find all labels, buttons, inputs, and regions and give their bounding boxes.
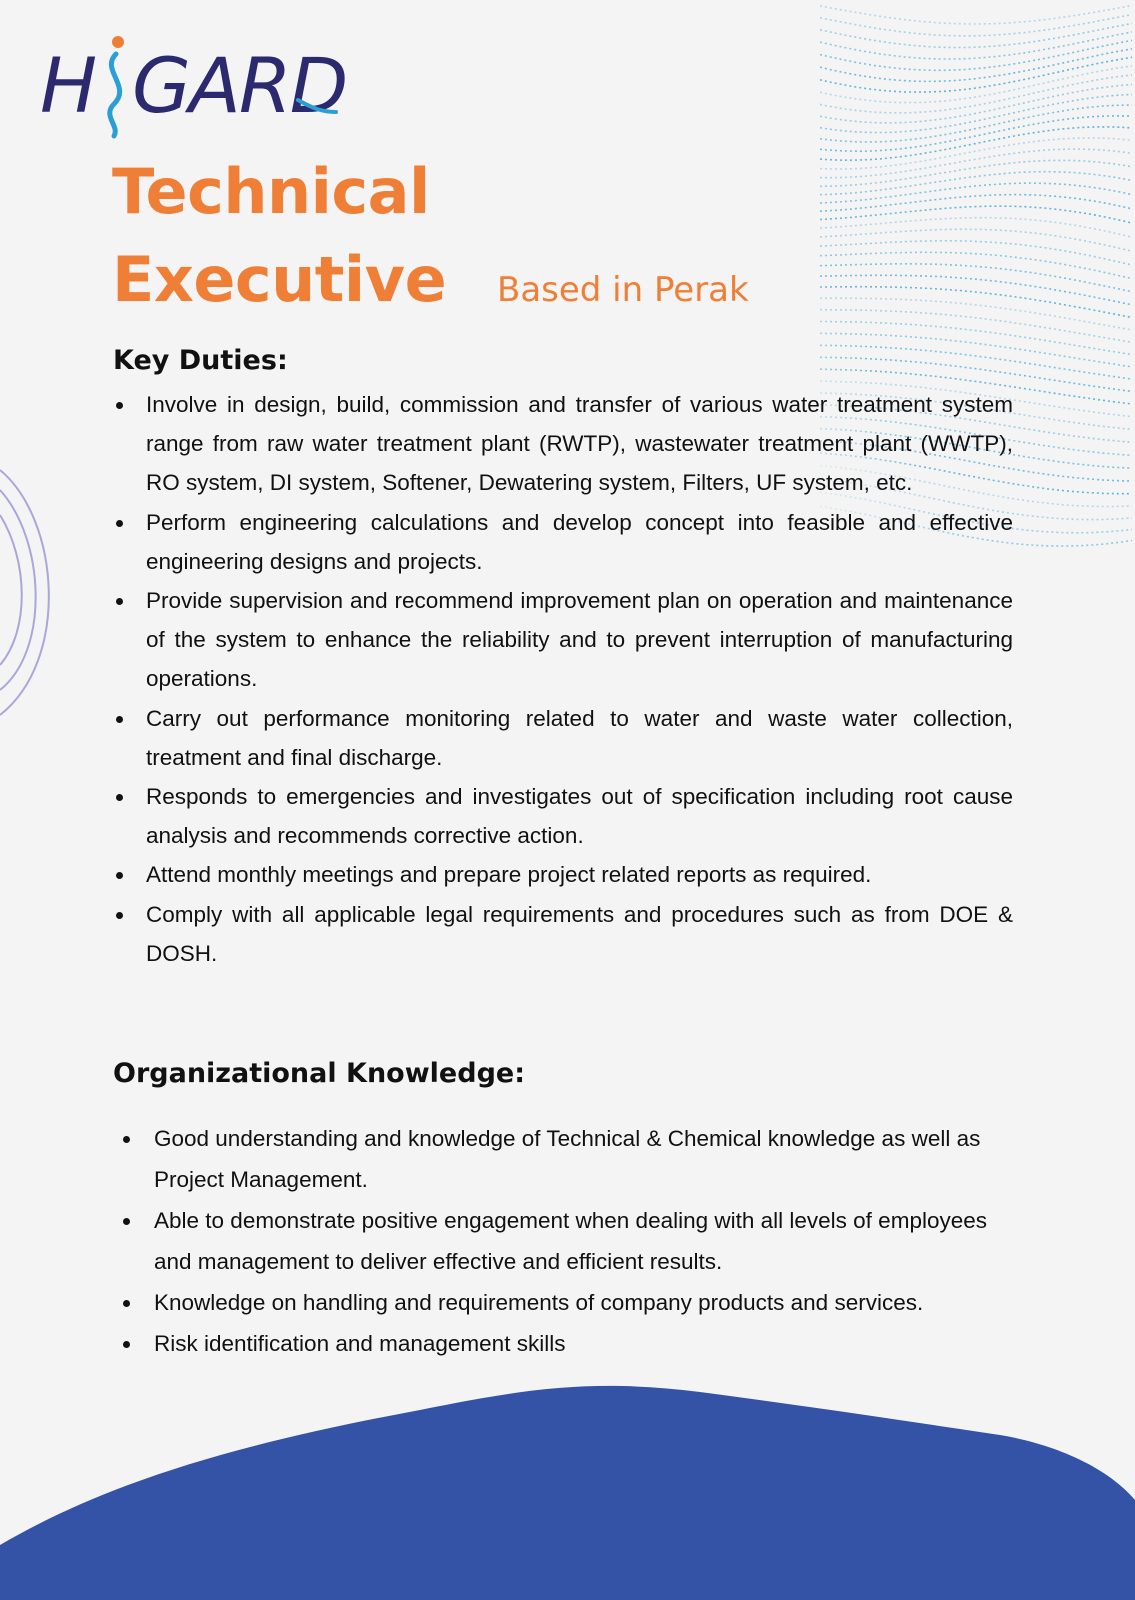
list-item-text: Able to demonstrate positive engagement when dealing with all levels of employees and management to deliver effective and efficient results. [154, 1208, 987, 1274]
svg-text:GARD: GARD [132, 41, 347, 130]
dotted-line [820, 322, 1132, 355]
dotted-line [820, 66, 1132, 103]
list-item [120, 1200, 1020, 1282]
bullet-icon [123, 1341, 130, 1348]
job-location: Based in Perak [497, 270, 749, 310]
list-item [113, 699, 1013, 777]
dotted-line [820, 49, 1132, 82]
list-item [113, 503, 1013, 581]
list-item [113, 777, 1013, 855]
bottom-wave-decoration [0, 1380, 1135, 1600]
dotted-line [820, 23, 1132, 47]
dotted-line [820, 127, 1132, 160]
bullet-icon [116, 794, 123, 801]
dotted-line [820, 57, 1132, 92]
svg-text:H: H [40, 41, 96, 130]
bullet-icon [116, 872, 123, 879]
list-item-text: Perform engineering calculations and develop concept into feasible and effective engineering designs and projects. [146, 509, 1013, 574]
list-item [120, 1323, 1020, 1364]
dotted-line [820, 6, 1132, 25]
dotted-line [820, 229, 1132, 251]
bullet-icon [123, 1300, 130, 1307]
list-item-text: Involve in design, build, commission and transfer of various water treatment system range from raw water treatment plant (RWTP), wastewater treatment plant (WWTP), RO system, DI system, Softener, Dewatering system, Filters, UF system, etc. [146, 392, 1013, 496]
dotted-line [820, 85, 1132, 123]
dotted-line [820, 241, 1132, 265]
list-item-text: Good understanding and knowledge of Technical & Chemical knowledge as well as Project Management. [154, 1126, 981, 1192]
organizational-knowledge-heading: Organizational Knowledge: [113, 1058, 526, 1089]
dotted-line [820, 310, 1132, 343]
dotted-line [820, 95, 1132, 133]
list-item [120, 1282, 1020, 1323]
higard-logo [40, 30, 350, 140]
dotted-line [820, 275, 1132, 305]
bullet-icon [116, 716, 123, 723]
job-title-line-1: Technical [112, 155, 430, 228]
arc-lines-decoration [0, 460, 70, 730]
list-item-text: Knowledge on handling and requirements of company products and services. [154, 1290, 924, 1315]
bullet-icon [123, 1218, 130, 1225]
dotted-line [820, 116, 1132, 151]
dotted-line [820, 287, 1132, 318]
key-duties-list [113, 385, 1013, 973]
dotted-line [820, 15, 1132, 36]
list-item-text: Comply with all applicable legal requirements and procedures such as from DOE & DOSH. [146, 901, 1013, 966]
dotted-line [820, 195, 1132, 212]
dotted-line [820, 32, 1132, 59]
list-item-text: Responds to emergencies and investigates out of specification including root cause analysis and recommends corrective action. [146, 784, 1013, 849]
bullet-icon [116, 520, 123, 527]
logo-mark [40, 30, 350, 140]
list-item [113, 581, 1013, 699]
bullet-icon [116, 912, 123, 919]
dotted-line [820, 105, 1132, 142]
bullet-icon [123, 1136, 130, 1143]
list-item [113, 855, 1013, 894]
dotted-line [820, 206, 1132, 223]
list-item [113, 385, 1013, 503]
bullet-icon [116, 598, 123, 605]
list-item [120, 1118, 1020, 1200]
list-item-text: Carry out performance monitoring related to water and waste water collection, treatment and final discharge. [146, 705, 1013, 770]
dotted-line [820, 345, 1132, 379]
list-item [113, 895, 1013, 973]
dotted-line [820, 40, 1132, 70]
list-item-text: Provide supervision and recommend improvement plan on operation and maintenance of the system to enhance the reliability and to prevent interruption of manufacturing operations. [146, 588, 1013, 692]
job-title-line-2: Executive [112, 243, 447, 316]
list-item-text: Risk identification and management skills [154, 1331, 566, 1356]
list-item-text: Attend monthly meetings and prepare project related reports as required. [146, 862, 872, 888]
organizational-knowledge-list [120, 1118, 1020, 1364]
key-duties-heading: Key Duties: [113, 345, 288, 376]
bullet-icon [116, 402, 123, 409]
dotted-line [820, 298, 1132, 330]
dotted-line [820, 333, 1132, 367]
dotted-line [820, 75, 1132, 113]
